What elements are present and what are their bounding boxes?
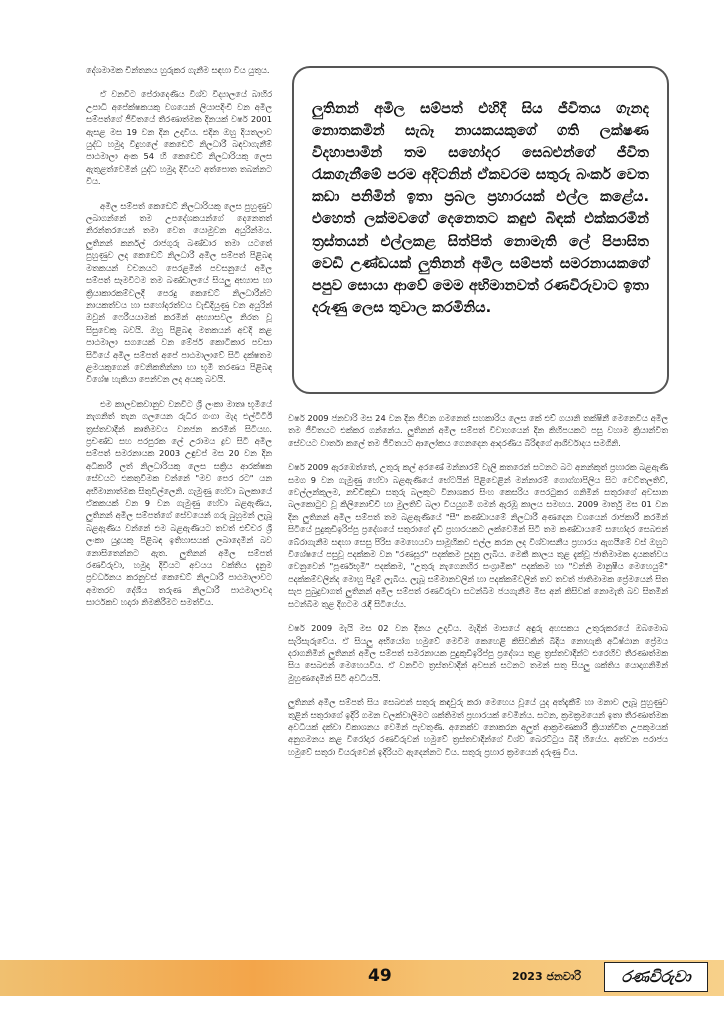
issue-date: 2023 ජනවාරි <box>512 970 581 983</box>
paragraph: එම කාලවකවානුව වනවිට ශ්‍රී ලංකා මාතෘ භූමියේ නැගනිත් තැන ගලයෙන රුධිර ගංගා මැද එල්ටීටීඊ ත්‍රස්තවාදීන් කෘතිමවය වනජන කරමින් සිටියහ. ප්‍රචණ්ඩ සහ පරපුරක ලේ උරාමය ද්‍රව සිටි අමිල සම්පත් සමරනායක 2003 උඳුවප් මස 20 වන දින අධිකාරී ලත් නිලධාරියකු ලෙස සක්‍රිය ආරක්ෂක සේවයට එකතුවීමක වන්නේ "මව පෙර රට" යන අභිමානාත්මක සිතුවිල්ලෙනි. ගැමුණු හේවා බලකායේ ඒකකයක් වන 9 වන ගැමුණු හේවා බළඇණිය, ලුතිනන් අමිල සම්පත්ගේ සේවයෙන් ගරු බුහුමන් ලැබූ බළඇණිය වන්නේ එම බළඇණියට තවත් එච්චර ශ්‍රී ලංකා යුද්‍රයකු පිළිබඳ ඉතිහාසයක් ලබාදෙමින් බව නොසිතෙන්නට ඇත. ලුතිනන් අමිල සම්පත් රණවිරුවා, හමුදා දිවියට අවයය වක්තිය දැනුම ප්‍රවර්ධනය කරනුවස් කෙඩෙට් නිලධාරී පාඨමාලාවට අමතරව දේශීය තරුණ නිලධාරී පාඨමාලාවද සාර්ථකව හදාරා නිමකිරීමට සමත්විය. <box>86 398 272 608</box>
paragraph: දේශමාමක චින්තනය හුරුකර ගැනීම සඳහා විය යුතුය. <box>86 65 270 75</box>
paragraph: ඒ වනවිට පේරාදෙණිය විශ්ව විද්‍යාලයේ බාහිර උපාධි අපේක්ෂකයකු වශයෙන් ලියාපදිංචි වන අමිල සම්පත්ගේ ජීවිතයේ තීරණාත්මක දිනයක් වර්ෂ 2001 ඇසළ මස 19 වන දින උදාවිය. එදින ඔහු දියතලාව යුද්ධ හමුදා විදුහලේ කෙඩෙට් නිලධාරී බඳවාගැනීම් පාඨමාලා අංක 54 හි කෙඩෙට් නිලධාරියකු ලෙස ඇතුළත්වෙමින් යුද්ධ හමුදා දිවියට අත්පොත තබන්නට විය. <box>86 89 272 187</box>
page-number: 49 <box>368 966 392 986</box>
paragraph: වර්ෂ 2009 මැයි මස 02 වන දිනය උදාවිය. මැදින් මාසයේ අඳුරු අහසකය උතුරුකරයේ ඔබමොබ සැරිසැරුවේය. ඒ සියලු අභියෝග හමුවේ මෙවිම කෙහෙළි කිසිවකින් බිදිය නොහැකි අධිෂ්ඨාන ප්‍රේමය දරාගනිමින් ලුතිනන් අමිල සම්පත් සමරනායක පුදුකුඩිඉරිප්පු ප්‍රදේශය තුළ ත්‍රස්තවාදීන්ට එරෙහිව තීරණාත්මක සිය සෙබළුන් මෙහෙයවිය. ඒ වනවිට ත්‍රස්තවාදීන් අවසන් සටනට තමන් සතු සියලු ශක්තිය යොදාගනිමින් මුහුණදෙමින් සිටි අවධියයි. <box>288 623 668 683</box>
highlight-quote-box <box>292 66 669 394</box>
paragraph: වර්ෂ 2009 ඇරඹෙත්තේ, උතුරු කල් අරණේ මන්නාරම් වැලි කතරෙන් සටනට බට අනන්කුත් ප්‍රහාරක බළඇණි සමග 9 වන ගැමුණු හේවා බළඇණියේ භේටයින් පිළිවෙළින් මන්නාරම් ගොග්ගාපිලිය සිට වෙට්තලතිව්, වෙල්ලන්කුලම, නච්චිකුඩා සතුරු බලකුට විනාශකර සිංහ කෙසරිය පෙරටුකර ගනිමින් සතුරාගේ අවසාන බලකොටුව වූ කිලිනොච්චි හා මුලතිව් බලා වියයුගමි ගමන් ඇරඹූ කාලය සමඟය. 2009 මාර්තු මස 01 වන දින ලුතිනන් අමිල සම්පත් තම බළඇණියේ "සී" කණ්ඩායමේ නිලධාරී අණදෙන වශයෙන් රාජකාරී කරමින් සිටියේ පුදුකුඩිඉරිප්පු ප්‍රදේශයේ සතුරාගේ දැඩි ප්‍රහාරයකට ලක්වෙමින් සිටි තම කණ්ඩායමේ සහෝදර සෙබළුන් බේරාගැනීම සඳහා සෙසු පිරිස මෙහෙයවා සාමූහිකව එල්ල කරන ලද විශ්වාසනීය ප්‍රහාරය ඇගයීමේ වස් ඔහුට විශේෂයේ පසුවූ පදක්කම වන "රණසූර" පදක්කම පුදනු ලැබීය. මෙකී කාලය තුළ දැක්වූ ජාතිමාමක දායකත්වය වෙනුවෙන් "පූර්ණභූමි" පදක්කම, "උතුරු නැගෙනහිර සංග්‍රාමික" පදක්කම හා "වන්නි මානුෂීය මෙහෙයුම්" පදක්කම්වලින්ද මොහු පිදුම් ලැබීය. ලැබූ සම්මානවලින් හා පදක්කම්වලින් තව තවත් ජාතිමාමක ප්‍රේමයෙන් සිත සැප පුබුදුවාගත් ලුතිනන් අමිල සම්පත් රණවිරුවා සටන්බිම ජයගැනීම මිස අන් කිසිවක් නොමැති බව සිතමින් සටන්බිම තුළ දිගටම රැඳී සිටියේය. <box>288 462 668 609</box>
highlight-quote: ලුතිනන් අමිල සම්පත් එහිදී සිය ජීවිතය ගැනද නොතකමින් සැබෑ නායකයකුගේ ගති ලක්ෂණ විදහාපාමින් තම සහෝදර සෙබළුන්ගේ ජීවිත රැකගැනීමේ පරම අදිටනින් ඒකවරම සතුරු බංකර් වෙත කඩා පනිමින් ඉතා ප්‍රබල ප්‍රහාරයක් එල්ල කළේය. එහෙත් ලක්මවගේ දෙනෙතට කඳුළු බිඳක් එක්කරමින් ත්‍රස්තයන් එල්ලකළ සිත්පිත් නොමැති ලේ පිපාසිත වෙඩි උණ්ඩයක් ලුතිනන් අමිල සම්පත් සමරනායකගේ පපුව සොයා ආවේ මෙම අභිමානවත් රණවිරුවාට ඉතා දරුණු ලෙස තුවාල කරමිනිය. <box>312 100 649 316</box>
magazine-logo: රණවිරුවා <box>604 962 708 992</box>
paragraph: අමිල සම්පත් කෙඩෙට් නිලධාරියකු ලෙස පුහුණුව ලබාගන්නේ තම උපදේශකයන්ගේ දෙනෙතත් නිරන්තරයෙන් තමා වෙත යොමුවන අයුරින්මය. ලුතිනන් කර්නල් රාජගුරු බණ්ඩාර තමා යටතේ පුහුණුව ලද කෙඩෙට් නිලධාරී අමිල සම්පත් පිළිබඳ මතකයන් වචනයට පෙරළමින් පවසනුයේ අමිල සම්පත් සෑමවිටම තම බණ්ඩාලයේ සියලු අභ්‍යාස හා ක්‍රියාකාරකම්වලදී පෙරදු කෙඩෙට් නිලධාරීන්ට නායකත්වය හා සහෝදරත්වය වැඩිදියුණු වන අයුරින් ඔවුන් ෆෙරීයයාමක් කරමින් අභ්‍යාසවල නිරත වූ සිසුවෙකු බවයි. ඔහු පිළිබඳ මතකයන් අවදි කළ පාඨමාලා සගයෙක් වන මේජර් කොටිකාර පවසා සිටියේ අමිල සම්පත් අපේ පාඨමාලාවේ සිටි දක්ෂතම ළමයකුගෙන් වෙනිකතින්නා හා භූමි තරණය පිළිබඳ විශේෂ හැකියා පෙන්වන ලද අයකු බවයි. <box>86 200 272 385</box>
page-footer <box>0 960 724 996</box>
right-column <box>288 412 668 770</box>
left-column <box>86 64 272 621</box>
paragraph: වර්ෂ 2009 ජනවාරි මස 24 වන දින ජීවන ගමනෙත් සහකාරිය ලෙස කේ එච් ගයානි තක්ෂිනී මෙනෙවිය අමිල තම ජීවිතයට එක්කර ගන්නේය. ලුතිනන් අමිල සම්පත් විවාහයෙන් දින කිහිපයකට පසු වහාම ක්‍රියාන්විත සේවයට වාර්තා කලේ තම ජීවිතයට ආලෝකය ගෙනදෙන ආදරණීය බිරිඳගේ ආශිර්වාදය සමගිනි. <box>288 413 668 448</box>
paragraph: ලුතිනන් අමිල සම්පත් සිය සෙබළුන් සතුරු කඳවුරු කරා මෙහෙය වූයේ යුද අත්දැකීම් හා මනාව ලැබූ පුහුණුව තුළින් සතුරාගේ ඉදිරි ගමන වලක්වාලීමට ශක්තිමත් ප්‍රහාරයක් වෙමින්ය. සටන, ක්‍රමක්‍රමයෙන් ඉතා තීරණාත්මක අවධියක් දක්වා විකාශනය වෙමින් පැවතුණි. අනෙක්ව නොකරන අලුත් ආක්‍රමණකාරී ක්‍රියාන්විත උපකුමයක් අනුගමනය කළ විරෝදාර රණවිරුවන් හමුවේ ත්‍රස්තවාදීන්ගේ විශ්ව බෙරට්ටුය බිදී හියේය. අත්වන පරාජය හමුවේ සතුරා වියරුවෙන් ඉදිරියට ඇදෙන්නට විය. සතුරු ප්‍රහාර ක්‍රමයෙන් දරුණු විය. <box>288 697 668 757</box>
